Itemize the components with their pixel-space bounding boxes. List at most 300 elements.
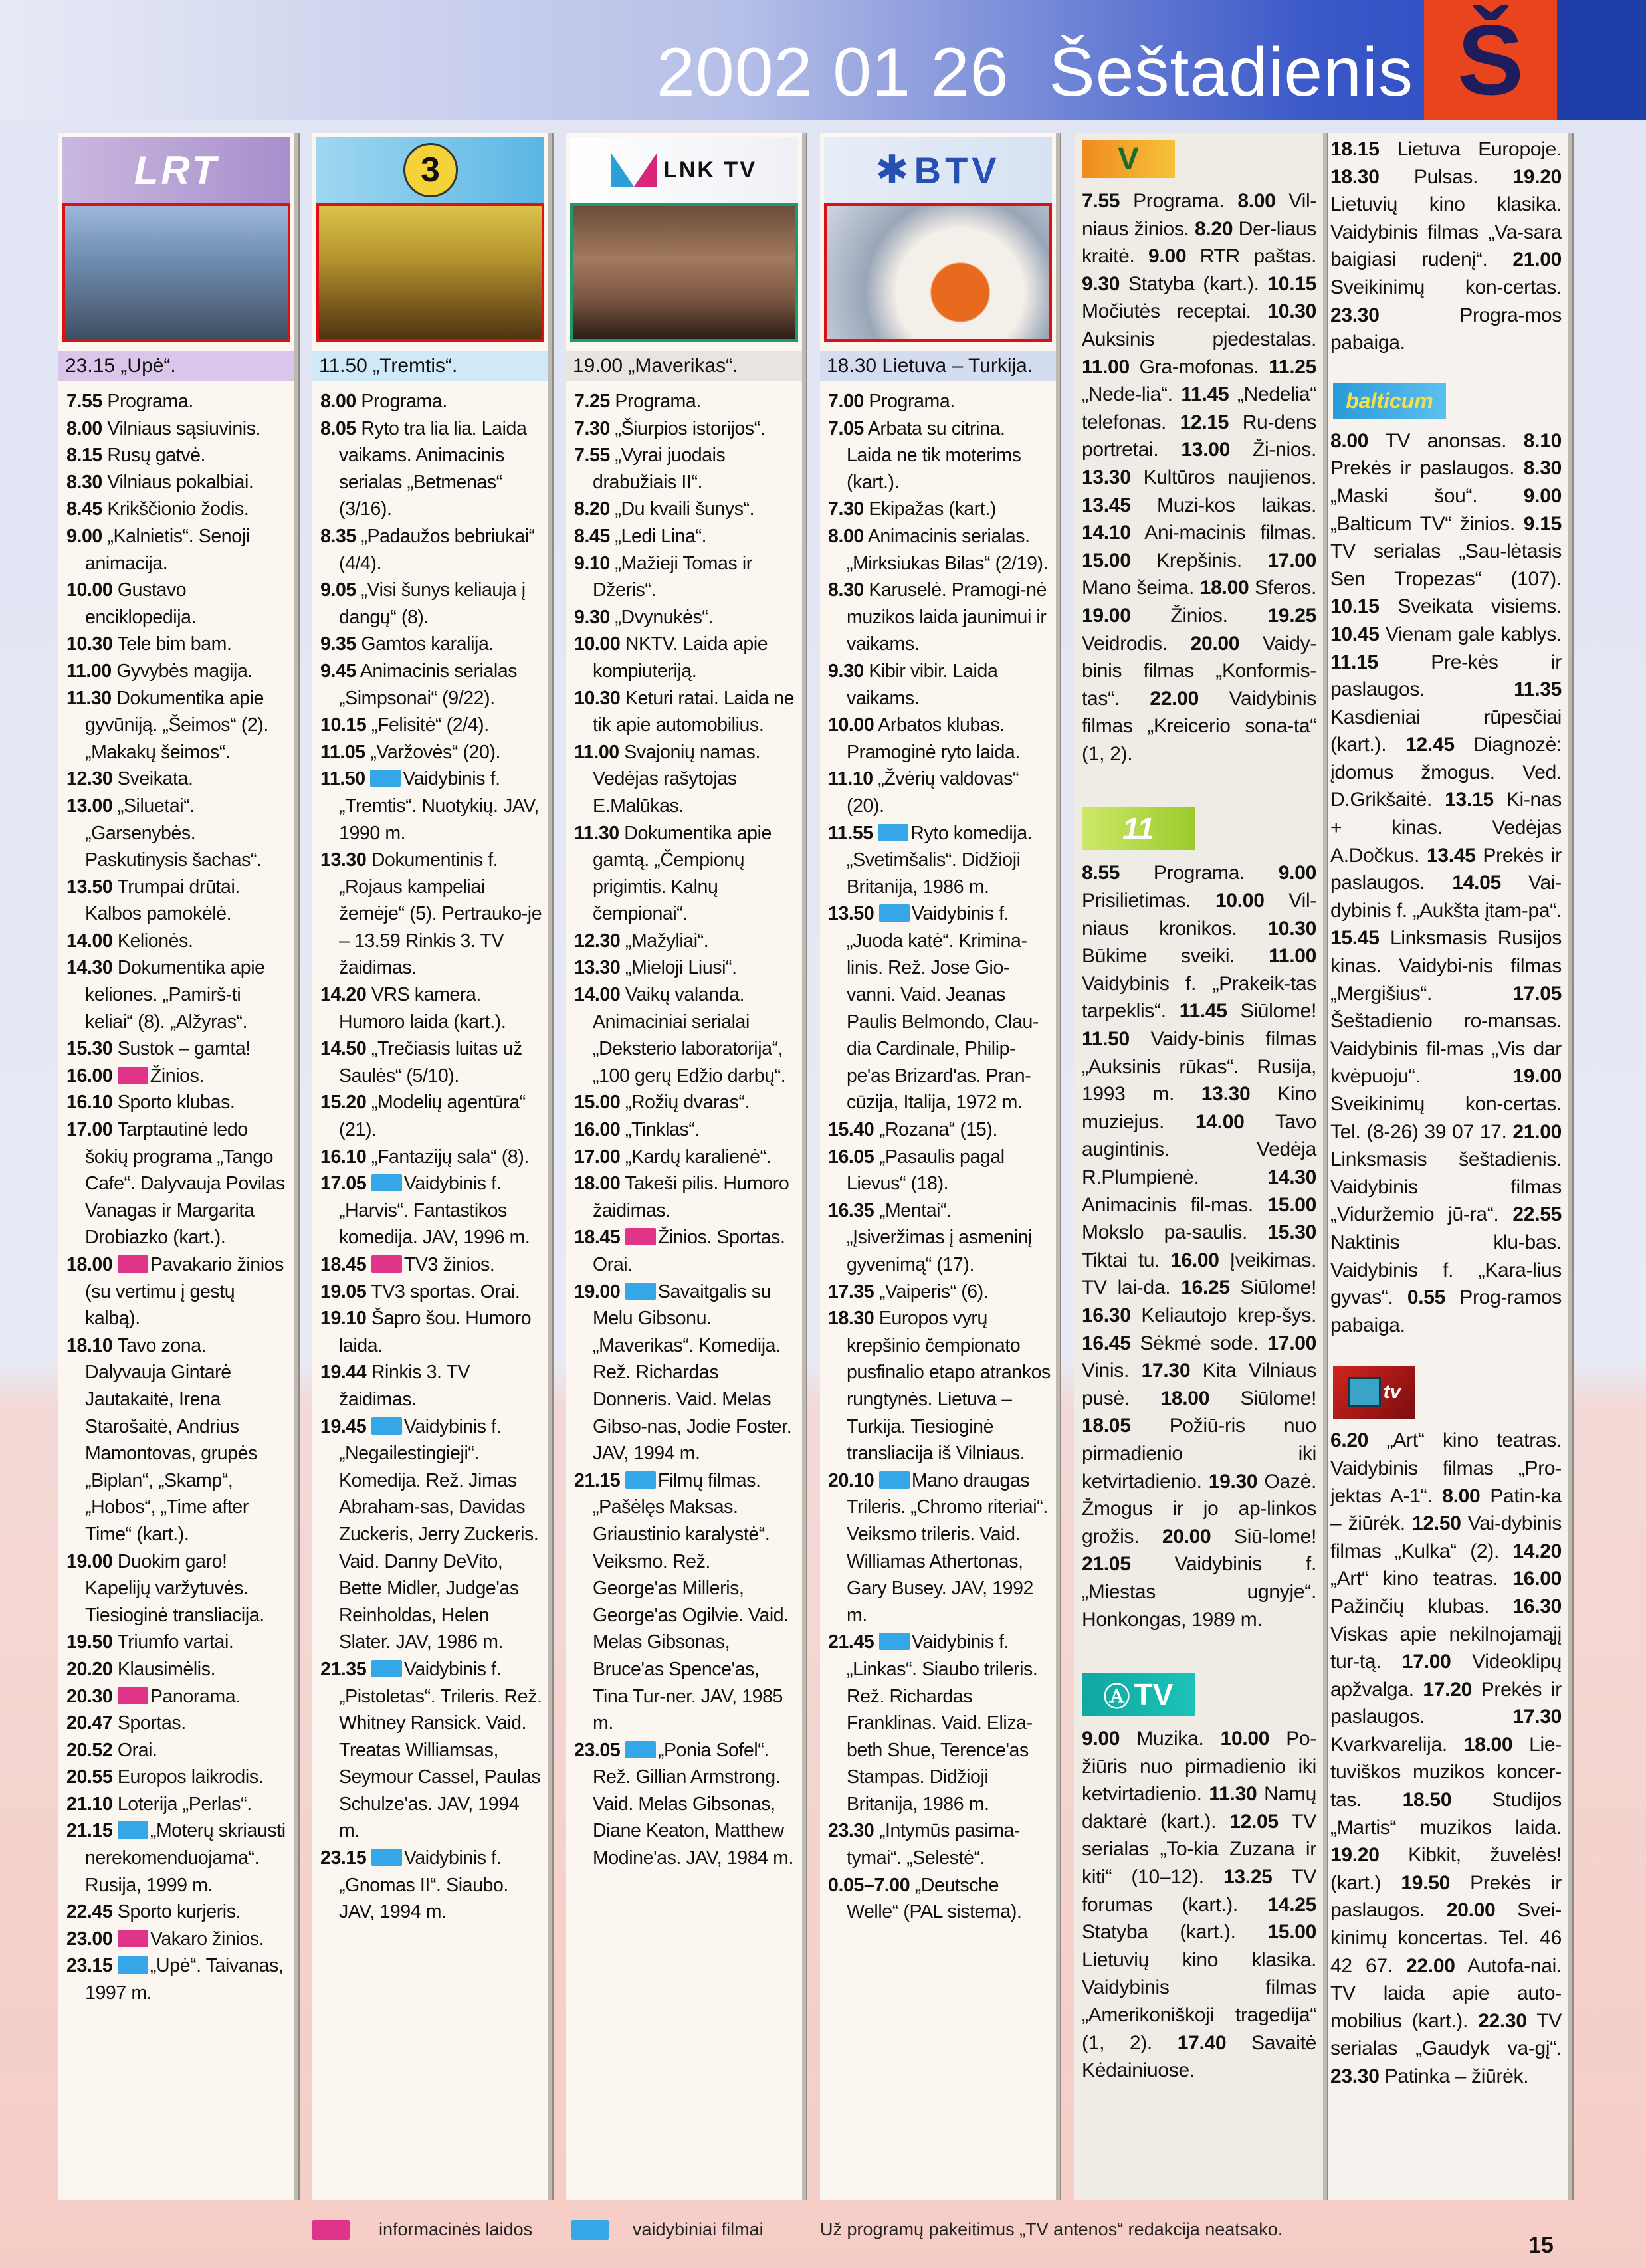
program-time: 13.30 xyxy=(1201,1083,1251,1106)
film-tag-icon xyxy=(371,1417,402,1435)
program-title: Vaidybinis f. „Pistoletas“. Trileris. Rež. Whitney Ransick. Vaid. Treatas Williamsas, Seymour Cassel, Paulas Schulze'as. JAV, 1994 m. xyxy=(339,1658,542,1842)
program-time: 19.44 xyxy=(320,1362,367,1384)
program-title: Vil-niaus žinios. xyxy=(1082,190,1316,240)
program-title: „Trečiasis luitas už Saulės“ (5/10). xyxy=(339,1038,522,1086)
film-tag-icon xyxy=(118,1821,148,1839)
program-item xyxy=(828,577,1051,658)
program-item xyxy=(320,1656,543,1845)
program-time: 14.05 xyxy=(1452,872,1501,894)
program-title: Animacinis serialas „Simpsonai“ (9/22). xyxy=(339,660,518,709)
program-title: Sportas. xyxy=(117,1712,186,1734)
program-title: Triumfo vartai. xyxy=(117,1631,234,1653)
program-title: Dokumentika apie keliones. „Pamirš-ti keliai“ (8). „Alžyras“. xyxy=(85,957,265,1033)
program-item xyxy=(66,954,289,1035)
program-item xyxy=(66,1116,289,1251)
balticum-logo: balticum xyxy=(1333,383,1446,419)
program-item xyxy=(574,1116,797,1144)
program-time: 23.30 xyxy=(1330,304,1380,326)
program-time: 9.45 xyxy=(320,660,356,682)
program-time: 13.00 xyxy=(1181,439,1230,461)
arttv-schedule xyxy=(1328,1419,1568,2090)
program-time: 22.00 xyxy=(1406,1954,1455,1977)
program-time: 18.00 xyxy=(1160,1387,1210,1409)
lnk-logo: LNK TV xyxy=(570,137,798,203)
program-title: „Kalnietis“. Senoji animacija. xyxy=(85,525,250,574)
program-time: 18.45 xyxy=(574,1227,621,1249)
program-title: „Nedelia“ telefonas. xyxy=(1082,383,1316,433)
program-time: 9.35 xyxy=(320,633,356,655)
program-title: Vaikų valanda. Animaciniai serialai „Deksterio laboratorija“, „100 gerų Edžio darbų“. xyxy=(593,984,786,1086)
day-badge: Š xyxy=(1424,0,1557,120)
program-time: 14.50 xyxy=(320,1038,367,1060)
artv-logo: Ⓐ TV xyxy=(1082,1673,1195,1716)
program-title: Siūlome! xyxy=(1209,1387,1316,1409)
program-item xyxy=(66,1683,289,1710)
program-item xyxy=(320,1279,543,1306)
program-title: Muzi-kos laikas. xyxy=(1130,494,1316,516)
lrt-caption: 23.15 „Upė“. xyxy=(58,351,294,381)
program-time: 15.00 xyxy=(1082,549,1131,571)
lnk-schedule xyxy=(566,388,802,1872)
program-time: 15.00 xyxy=(574,1092,621,1114)
program-time: 13.15 xyxy=(1445,789,1494,811)
program-time: 16.00 xyxy=(1170,1249,1219,1271)
program-item xyxy=(320,631,543,658)
page-number: 15 xyxy=(1528,2233,1554,2258)
program-item xyxy=(66,442,289,469)
program-item xyxy=(574,388,797,415)
program-time: 23.05 xyxy=(574,1739,621,1761)
program-item xyxy=(66,874,289,928)
program-item xyxy=(66,1035,289,1063)
program-item xyxy=(828,1467,1051,1629)
program-title: „Balticum TV“ žinios. xyxy=(1330,512,1524,535)
program-title: Svajonių namas. Vedėjas rašytojas E.Malūkas. xyxy=(593,741,760,817)
program-time: 17.00 xyxy=(1267,549,1316,571)
program-title: Mano draugas Trileris. „Chromo riteriai“. Veiksmo trileris. Vaid. Williamas Athertonas, Gary Busey. JAV, 1992 m. xyxy=(847,1469,1048,1626)
program-item xyxy=(320,739,543,766)
program-title: Tiktai tu. xyxy=(1082,1249,1171,1271)
program-title: Keturi ratai. Laida ne tik apie automobilius. xyxy=(593,687,795,736)
program-title: Panorama. xyxy=(150,1685,241,1707)
info-tag-icon xyxy=(371,1255,402,1273)
btv-photo xyxy=(824,203,1052,342)
program-time: 17.00 xyxy=(1267,1332,1316,1354)
program-title: Vakaro žinios. xyxy=(150,1928,264,1950)
program-time: 22.30 xyxy=(1478,2010,1527,2032)
program-item xyxy=(66,1952,289,2006)
program-title: Ryto komedija. „Svetimšalis“. Didžioji Britanija, 1986 m. xyxy=(847,822,1033,898)
program-time: 19.25 xyxy=(1267,604,1316,627)
program-time: 8.00 xyxy=(66,417,102,439)
program-title: Kasdieniai rūpesčiai (kart.). xyxy=(1330,706,1562,756)
program-item xyxy=(66,1089,289,1116)
program-time: 13.45 xyxy=(1082,494,1131,516)
legend-info-label: informacinės laidos xyxy=(379,2219,533,2239)
program-time: 17.00 xyxy=(1401,1651,1451,1673)
program-title: Vaidybinis f. „Gnomas II“. Siaubo. JAV, 1994 m. xyxy=(339,1847,508,1923)
program-time: 15.40 xyxy=(828,1119,874,1141)
film-tag-icon xyxy=(879,1471,910,1489)
program-time: 19.50 xyxy=(1401,1871,1450,1894)
program-time: 17.30 xyxy=(1141,1360,1191,1382)
program-time: 13.30 xyxy=(574,957,621,979)
program-time: 17.35 xyxy=(828,1281,874,1302)
film-tag-icon xyxy=(625,1471,656,1489)
program-time: 17.20 xyxy=(1423,1678,1472,1701)
program-title: Sveikinimų kon-certas. Tel. (8-26) 39 07 17. xyxy=(1330,1093,1562,1143)
program-item xyxy=(320,1845,543,1926)
program-title: Pulsas. xyxy=(1379,165,1513,188)
program-item xyxy=(574,685,797,739)
program-title: TV3 žinios. xyxy=(403,1254,495,1275)
program-time: 9.15 xyxy=(1523,512,1562,535)
program-time: 20.52 xyxy=(66,1739,113,1761)
program-item xyxy=(66,1764,289,1791)
program-item xyxy=(574,1737,797,1872)
program-time: 13.00 xyxy=(66,795,113,817)
arttv-box-icon xyxy=(1348,1377,1381,1407)
program-title: Der-liaus kraitė. xyxy=(1082,217,1316,268)
program-time: 14.20 xyxy=(1512,1540,1562,1562)
program-item xyxy=(574,981,797,1089)
program-time: 8.30 xyxy=(828,579,864,601)
program-item xyxy=(574,550,797,604)
program-time: 11.30 xyxy=(574,822,619,844)
program-time: 10.00 xyxy=(828,714,874,736)
program-time: 20.47 xyxy=(66,1712,113,1734)
program-time: 22.55 xyxy=(1512,1203,1562,1226)
program-item xyxy=(66,793,289,874)
program-title: Arbatos klubas. Pramoginė ryto laida. xyxy=(847,714,1020,763)
program-item xyxy=(66,1737,289,1764)
program-title: Vaidybinis filmas „Kreicerio sona-ta“ (1, 2). xyxy=(1082,687,1316,765)
program-title: Programa. xyxy=(615,391,701,412)
info-tag-icon xyxy=(118,1687,148,1704)
program-time: 10.15 xyxy=(1330,595,1380,618)
program-time: 9.00 xyxy=(1523,484,1562,507)
program-time: 10.30 xyxy=(1267,300,1316,323)
program-time: 23.00 xyxy=(66,1928,113,1950)
program-title: „Fantazijų sala“ (8). xyxy=(371,1146,529,1168)
program-title: „Intymūs pasima-tymai“. „Selestė“. xyxy=(847,1820,1021,1869)
program-time: 15.00 xyxy=(1267,1921,1316,1944)
program-item xyxy=(66,1899,289,1926)
program-title: Vaidy-binis filmas „Auksinis rūkas“. Rusija, 1993 m. xyxy=(1082,1028,1316,1106)
program-time: 11.00 xyxy=(574,741,619,763)
program-time: 21.45 xyxy=(828,1631,874,1653)
program-item xyxy=(320,658,543,712)
program-item xyxy=(828,1817,1051,1871)
program-item xyxy=(66,685,289,766)
tv3-schedule xyxy=(312,388,548,1926)
legend-film-label: vaidybiniai filmai xyxy=(633,2219,764,2239)
program-time: 21.05 xyxy=(1082,1553,1131,1576)
program-item xyxy=(66,1791,289,1818)
ch11-schedule xyxy=(1074,850,1323,1633)
program-time: 23.15 xyxy=(320,1847,367,1869)
program-title: Vaidybinis f. „Prakeik-tas tarpeklis“. xyxy=(1082,972,1316,1023)
program-title: Siū-lome! xyxy=(1211,1525,1317,1548)
program-title: Žinios. Sportas. Orai. xyxy=(593,1227,785,1275)
program-title: TV3 sportas. Orai. xyxy=(371,1281,520,1302)
program-title: Prisilietimas. xyxy=(1082,890,1215,912)
program-title: Kvarkvarelija. xyxy=(1330,1733,1464,1756)
program-item xyxy=(828,1279,1051,1306)
program-time: 8.00 xyxy=(828,525,864,547)
program-title: Vaidybinis f. „Juoda katė“. Krimina-linis. Rež. Jose Gio-vanni. Vaid. Jeanas Paulis Belmondo, Clau-dia Cardinale, Philip-pe'as Brizard'as. Pran-cūzija, Italija, 1972 m. xyxy=(847,903,1039,1114)
program-title: Pavakario žinios (su vertimu į gestų kalbą). xyxy=(85,1254,284,1330)
program-title: Dokumentinis f. „Rojaus kampeliai žemėje“ (5). Pertrauko-je – 13.59 Rinkis 3. TV žaidimas. xyxy=(339,849,542,979)
program-title: Klausimėlis. xyxy=(117,1658,216,1680)
program-time: 10.00 xyxy=(1215,890,1265,912)
page-footer xyxy=(0,2196,1646,2268)
program-time: 19.20 xyxy=(1512,165,1562,188)
program-time: 8.20 xyxy=(574,498,610,520)
program-item xyxy=(320,1413,543,1656)
program-title: Kibir vibir. Laida vaikams. xyxy=(847,660,998,709)
program-time: 16.30 xyxy=(1082,1304,1131,1326)
program-title: Vaidybinis f. „Harvis“. Fantastikos komedija. JAV, 1996 m. xyxy=(339,1173,530,1249)
program-title: Ki-nas + kinas. Vedėjas A.Dočkus. xyxy=(1330,789,1562,867)
program-time: 18.30 xyxy=(828,1308,874,1330)
program-title: NKTV. Laida apie kompiuteriją. xyxy=(593,633,768,682)
program-title: Močiutės receptai. xyxy=(1082,300,1268,323)
program-item xyxy=(574,1279,797,1467)
program-title: „Felisitė“ (2/4). xyxy=(371,714,489,736)
program-time: 21.10 xyxy=(66,1793,113,1815)
program-time: 16.00 xyxy=(1512,1568,1562,1590)
program-time: 7.30 xyxy=(574,417,610,439)
program-title: Šeštadienio ro-mansas. Vaidybinis fil-mas „Vis dar kvėpuoju“. xyxy=(1330,1010,1562,1088)
program-title: Rusų gatvė. xyxy=(107,445,206,466)
program-title: Žinios. xyxy=(1130,604,1268,627)
program-time: 7.05 xyxy=(828,417,864,439)
program-time: 17.00 xyxy=(574,1146,621,1168)
program-item xyxy=(574,1467,797,1737)
program-item xyxy=(828,388,1051,415)
program-title: Viskas apie nekilnojamąjį tur-tą. xyxy=(1330,1623,1562,1673)
program-time: 17.00 xyxy=(66,1119,113,1141)
program-time: 19.05 xyxy=(320,1281,367,1302)
program-title: Patin-ka – žiūrėk. xyxy=(1330,1485,1562,1535)
program-item xyxy=(828,658,1051,712)
ch11-logo: 11 xyxy=(1082,807,1195,850)
program-item xyxy=(66,1629,289,1656)
program-title: Ryto tra lia lia. Laida vaikams. Animacinis serialas „Betmenas“ (3/16). xyxy=(339,417,527,520)
program-time: 21.00 xyxy=(1512,249,1562,271)
program-item xyxy=(828,496,1051,523)
film-tag-icon xyxy=(370,770,401,787)
program-time: 13.25 xyxy=(1223,1866,1273,1889)
program-time: 21.15 xyxy=(574,1469,621,1491)
program-time: 10.15 xyxy=(1267,272,1316,295)
program-title: Videoklipų apžvalga. xyxy=(1330,1651,1562,1701)
program-time: 8.00 xyxy=(1442,1485,1481,1507)
program-item xyxy=(66,631,289,658)
program-item xyxy=(320,1035,543,1089)
program-title: Siūlome! xyxy=(1229,1277,1316,1299)
program-item xyxy=(66,1817,289,1899)
program-item xyxy=(66,1548,289,1629)
program-time: 8.30 xyxy=(66,471,102,493)
program-title: Lietuvių kino klasika. Vaidybinis filmas „Va-sara baigiasi rudenį“. xyxy=(1330,193,1562,271)
program-title: „Upė“. Taivanas, 1997 m. xyxy=(85,1955,284,2004)
program-title: Vilniaus sąsiuvinis. xyxy=(107,417,261,439)
program-item xyxy=(66,415,289,443)
program-time: 9.00 xyxy=(66,525,102,547)
program-time: 19.00 xyxy=(1512,1065,1562,1088)
program-title: Ekipažas (kart.) xyxy=(869,498,996,520)
program-item xyxy=(574,442,797,496)
program-time: 11.50 xyxy=(320,768,365,790)
program-title: Vai-dybinis filmas „Kulka“ (2). xyxy=(1330,1512,1562,1562)
program-time: 16.00 xyxy=(66,1065,113,1086)
program-title: Loterija „Perlas“. xyxy=(117,1793,252,1815)
program-title: Sustok – gamta! xyxy=(117,1038,251,1060)
lrt-photo xyxy=(62,203,290,342)
disclaimer: Už programų pakeitimus „TV antenos“ redakcija neatsako. xyxy=(820,2219,1283,2239)
channel-column-5 xyxy=(1074,133,1323,2200)
program-time: 13.30 xyxy=(1082,466,1131,488)
program-title: Kino muziejus. xyxy=(1082,1083,1316,1133)
program-title: Gra-mofonas. xyxy=(1129,356,1269,378)
program-time: 21.00 xyxy=(1512,1120,1562,1143)
program-title: Prekės ir paslaugos. xyxy=(1330,457,1524,480)
program-item xyxy=(66,766,289,793)
program-title: „Ponia Sofel“. Rež. Gillian Armstrong. Vaid. Melas Gibsonas, Diane Keaton, Matthew Modine'as. JAV, 1984 m. xyxy=(593,1739,794,1869)
program-time: 18.00 xyxy=(1463,1733,1513,1756)
program-time: 12.45 xyxy=(1405,734,1455,756)
program-time: 7.25 xyxy=(574,391,610,412)
film-tag-icon xyxy=(625,1741,656,1758)
program-time: 15.20 xyxy=(320,1092,367,1114)
program-time: 11.30 xyxy=(66,687,112,709)
program-time: 9.00 xyxy=(1082,1728,1120,1750)
program-title: Ru-dens portretai. xyxy=(1082,411,1316,461)
program-title: „Ledi Lina“. xyxy=(615,525,707,547)
program-item xyxy=(828,523,1051,577)
program-title: „Du kvaili šunys“. xyxy=(615,498,755,520)
program-title: Auksinis pjedestalas. xyxy=(1082,328,1316,350)
program-item xyxy=(66,928,289,955)
program-time: 9.00 xyxy=(1148,245,1187,268)
program-item xyxy=(320,415,543,523)
program-title: Programa. xyxy=(107,391,193,412)
program-title: Vaidy-binis filmas „Konformis-tas“. xyxy=(1082,632,1316,710)
program-title: Prekės ir paslaugos. xyxy=(1330,844,1562,894)
btv-caption: 18.30 Lietuva – Turkija. xyxy=(820,351,1056,381)
program-time: 11.10 xyxy=(828,768,873,790)
program-item xyxy=(574,1224,797,1278)
program-time: 23.15 xyxy=(66,1955,113,1977)
program-title: Naktinis klu-bas. Vaidybinis f. „Kara-lius gyvas“. xyxy=(1330,1231,1562,1309)
program-title: Ži-nios. xyxy=(1230,439,1316,461)
program-title: Sporto kurjeris. xyxy=(117,1901,241,1923)
film-tag-icon xyxy=(371,1849,402,1866)
program-time: 9.30 xyxy=(574,606,610,628)
program-item xyxy=(574,1089,797,1116)
program-time: 10.00 xyxy=(574,633,621,655)
program-title: Orai. xyxy=(117,1739,157,1761)
program-time: 10.00 xyxy=(66,579,113,601)
program-item xyxy=(828,712,1051,766)
btv-schedule xyxy=(820,388,1056,1926)
program-time: 8.30 xyxy=(1523,457,1562,480)
program-title: „Mentai“. „Įsiveržimas į asmeninį gyvenimą“ (17). xyxy=(847,1199,1033,1275)
program-item xyxy=(66,469,289,496)
program-title: Svei-kinimų koncertas. Tel. 46 42 67. xyxy=(1330,1899,1562,1977)
btv-star-icon: ✱ xyxy=(875,148,909,192)
program-title: „Nede-lia“. xyxy=(1082,383,1182,406)
program-time: 10.45 xyxy=(1330,623,1380,645)
program-title: Patinka – žiūrėk. xyxy=(1379,2065,1529,2087)
program-time: 19.30 xyxy=(1208,1470,1258,1493)
program-item xyxy=(574,954,797,981)
program-item xyxy=(574,1144,797,1171)
vilnius-schedule xyxy=(1074,178,1323,768)
program-title: Gustavo enciklopedija. xyxy=(85,579,197,628)
program-item xyxy=(320,1089,543,1143)
program-time: 16.35 xyxy=(828,1199,874,1221)
program-time: 9.05 xyxy=(320,579,356,601)
program-time: 12.30 xyxy=(66,768,113,790)
program-title: Sveikata visiems. xyxy=(1379,595,1562,618)
artv-schedule xyxy=(1074,1716,1323,2085)
program-title: TV anonsas. xyxy=(1368,429,1524,452)
program-title: „Moterų skriausti nerekomenduojama“. Rusija, 1999 m. xyxy=(85,1820,286,1896)
program-title: Lie-tuviškos muzikos koncer-tas. xyxy=(1330,1733,1562,1811)
program-title: Tarptautinė ledo šokių programa „Tango Cafe“. Dalyvauja Povilas Vanagas ir Margarita Drobiazko (kart.). xyxy=(85,1119,285,1249)
program-title: Požiū-ris nuo pirmadienio iki ketvirtadienio. xyxy=(1082,1415,1316,1493)
program-item xyxy=(574,1170,797,1224)
program-title: Linksmasis Rusijos kinas. Vaidybi-nis filmas „Mergišius“. xyxy=(1330,927,1562,1005)
program-title: Progra-mos pabaiga. xyxy=(1330,304,1562,354)
program-time: 21.35 xyxy=(320,1658,367,1680)
program-time: 20.00 xyxy=(1446,1899,1496,1922)
program-time: 14.10 xyxy=(1082,522,1131,544)
program-title: Kultūros naujienos. xyxy=(1130,466,1316,488)
program-item xyxy=(828,766,1051,819)
program-time: 9.30 xyxy=(828,660,864,682)
program-time: 18.10 xyxy=(66,1334,113,1356)
tv3-photo xyxy=(316,203,544,342)
program-item xyxy=(574,820,797,928)
program-time: 22.45 xyxy=(66,1901,113,1923)
program-time: 16.30 xyxy=(1512,1595,1562,1617)
program-title: „Šiurpios istorijos“. xyxy=(615,417,766,439)
program-time: 7.55 xyxy=(66,391,102,412)
program-title: Animacinis fil-mas. xyxy=(1082,1193,1268,1216)
program-title: Lietuvių kino klasika. Vaidybinis filmas „Amerikoniškoji tragedija“ (1, 2). xyxy=(1082,1948,1316,2054)
program-title: Krepšinis. xyxy=(1130,549,1268,571)
film-tag-icon xyxy=(878,824,908,841)
program-time: 8.20 xyxy=(1195,217,1233,240)
program-item xyxy=(828,820,1051,901)
program-title: Po-žiūris nuo pirmadienio iki ketvirtadienio. xyxy=(1082,1728,1316,1805)
header-corner xyxy=(1557,0,1646,120)
program-time: 15.30 xyxy=(66,1038,113,1060)
program-time: 16.45 xyxy=(1082,1332,1131,1354)
program-title: Programa. xyxy=(869,391,955,412)
program-time: 9.00 xyxy=(1278,862,1316,884)
program-item xyxy=(66,1656,289,1683)
program-title: „Maski šou“. xyxy=(1330,484,1524,507)
program-item xyxy=(66,658,289,685)
program-item xyxy=(66,1063,289,1090)
program-title: Sporto klubas. xyxy=(117,1092,235,1114)
program-time: 11.45 xyxy=(1179,1000,1227,1023)
